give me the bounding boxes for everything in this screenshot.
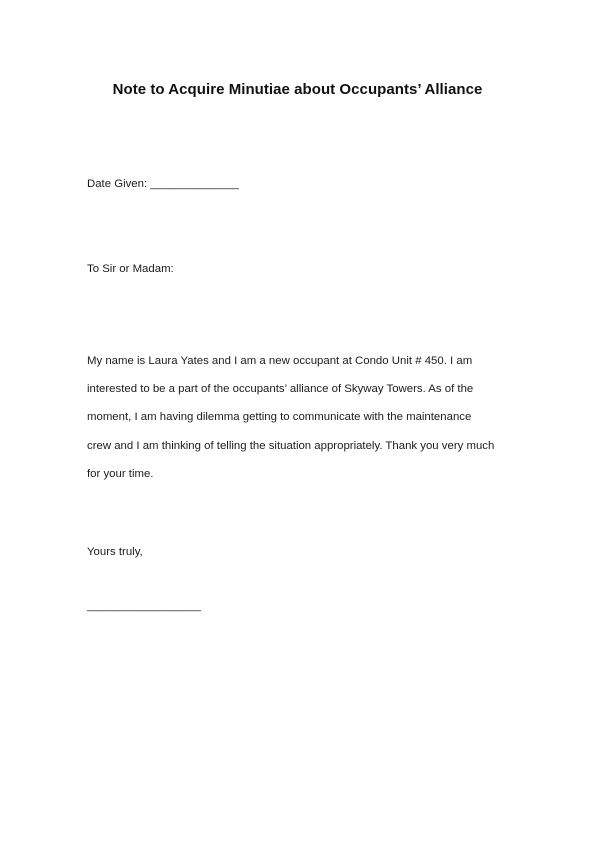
closing: Yours truly, [87, 546, 143, 558]
signature-line: __________________ [87, 600, 202, 612]
body-line: My name is Laura Yates and I am a new occupant at Condo Unit # 450. I am [87, 355, 473, 367]
date-given-field: Date Given: ______________ [87, 178, 239, 190]
body-line: interested to be a part of the occupants’ alliance of Skyway Towers. As of the [87, 383, 474, 396]
body-paragraph [87, 347, 507, 488]
body-line: moment, I am having dilemma getting to communicate with the maintenance [87, 411, 472, 424]
salutation: To Sir or Madam: [87, 263, 174, 275]
document-title: Note to Acquire Minutiae about Occupants’ Alliance [112, 81, 483, 98]
body-line: crew and I am thinking of telling the situation appropriately. Thank you very much [87, 439, 495, 452]
body-line: for your time. [87, 467, 154, 480]
